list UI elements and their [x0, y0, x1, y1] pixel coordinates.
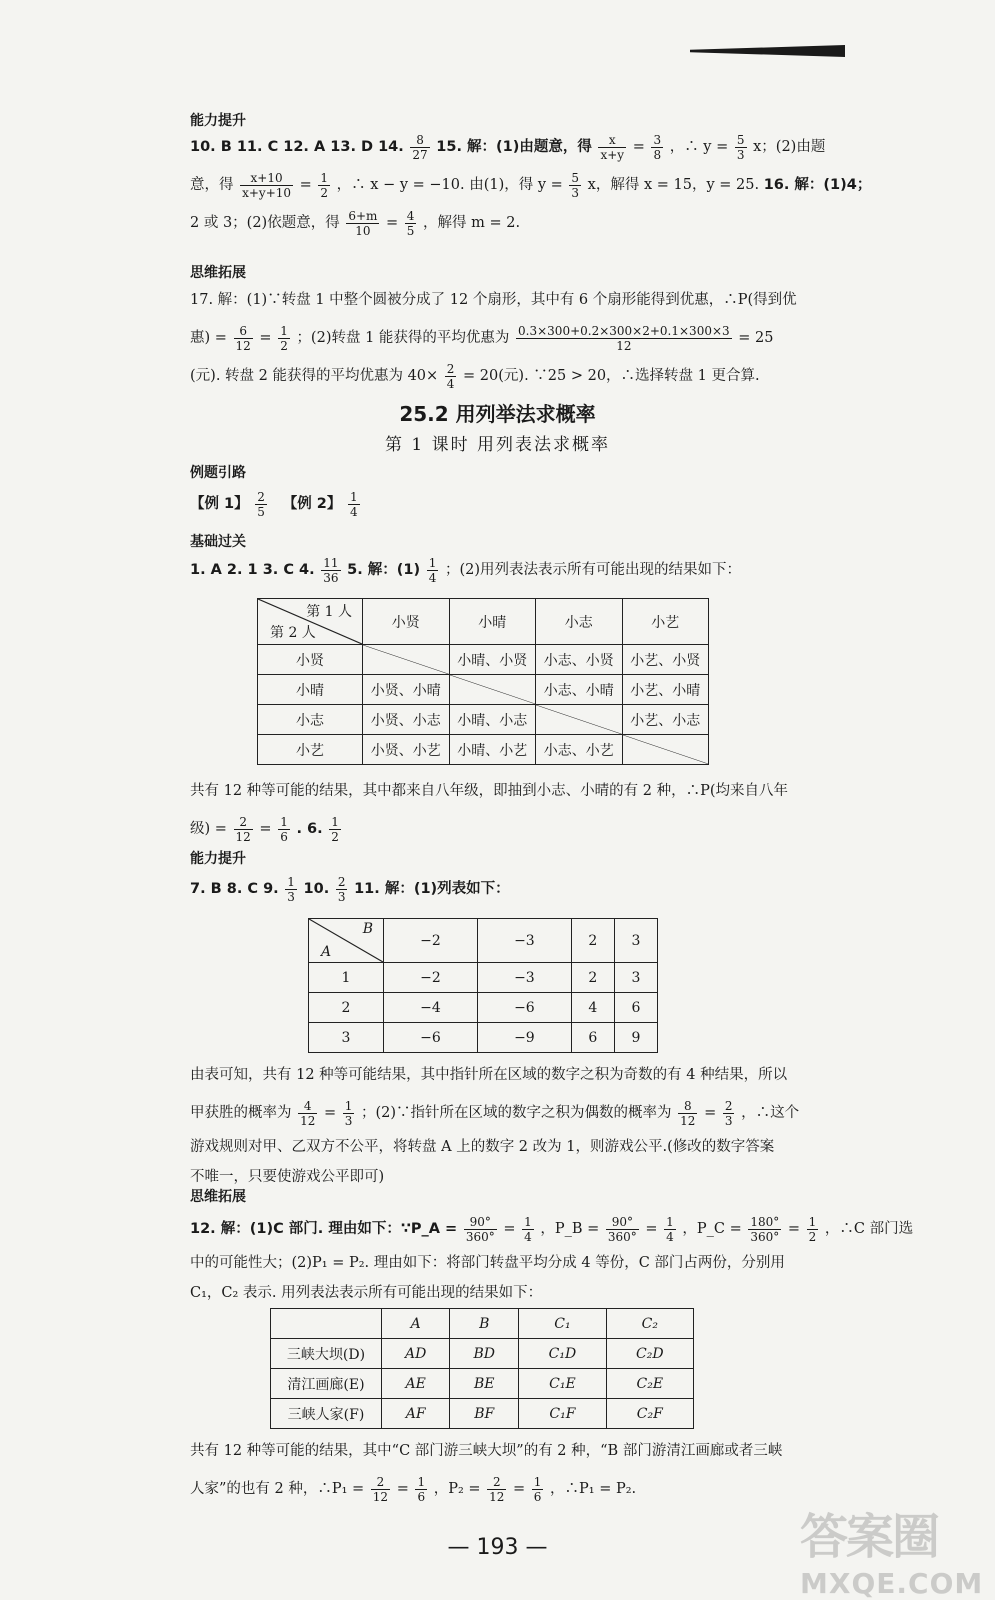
section-heading: 能力提升 — [190, 113, 246, 129]
fraction: $\frac{2}{3}$ — [724, 1098, 733, 1128]
table-corner: B A — [309, 919, 384, 963]
fraction: $\frac{1}{2}$ — [320, 170, 329, 200]
answer-paragraph-5: 共有 12 种等可能的结果，其中都来自八年级，即抽到小志、小晴的有 2 种，∴P(均来自八年 级) = $\frac{2}{12}$ = $\frac{1}{6}$ . 6. $\frac{1}{2}$ — [190, 783, 789, 844]
page-number: — 193 — — [447, 1535, 548, 1560]
fraction: $\frac{1}{6}$ — [417, 1474, 426, 1504]
fraction: $\frac{2}{12}$ — [489, 1474, 505, 1504]
fraction: $\frac{1}{4}$ — [428, 555, 437, 585]
fraction: $\frac{1}{3}$ — [344, 1098, 353, 1128]
fraction: $\frac{1}{4}$ — [524, 1214, 532, 1244]
fraction: $\frac{90^\circ}{360^\circ}$ — [465, 1214, 495, 1244]
table-products: B A −2 −3 2 3 1 −2 −3 2 3 2 −4 −6 4 6 3 −6 −9 6 9 — [308, 918, 658, 1053]
fraction: $\frac{1}{2}$ — [331, 814, 339, 844]
answer-paragraph-9: 共有 12 种等可能的结果，其中“C 部门游三峡大坝”的有 2 种，“B 部门游清江画廊或者三峡 人家”的也有 2 种，∴P₁ = $\frac{2}{12}$ = $\frac{1}{6}$ ，P₂ = $\frac{2}{12}$ = $\frac{1}{6}$ ，∴P₁ = P₂. — [190, 1443, 783, 1504]
section-heading: 基础过关 — [190, 534, 246, 550]
fraction: $\frac{90^\circ}{360^\circ}$ — [607, 1214, 637, 1244]
fraction: $\frac{11}{36}$ — [323, 555, 339, 585]
fraction: $\frac{1}{4}$ — [349, 489, 358, 519]
fraction: $\frac{8}{12}$ — [680, 1098, 696, 1128]
basic-answers: 1. A 2. 1 3. C 4. $\frac{11}{36}$ 5. 解：(1) $\frac{1}{4}$ ；(2)用列表法表示所有可能出现的结果如下： — [190, 555, 742, 585]
section-heading: 能力提升 — [190, 851, 246, 867]
fraction: $\frac{0.3\times 300+0.2\times 300\times 2+0.1\times 300\times 3}{12}$ — [518, 323, 730, 353]
fraction: $\frac{2}{12}$ — [235, 814, 251, 844]
section-heading: 例题引路 — [190, 465, 246, 481]
ability-answers: 7. B 8. C 9. $\frac{1}{3}$ 10. $\frac{2}{3}$ 11. 解：(1)列表如下： — [190, 874, 510, 904]
fraction: $\frac{x+10}{x+y+10}$ — [242, 170, 292, 200]
table-corner: 第 1 人 第 2 人 — [258, 599, 363, 645]
top-decorative-bar — [690, 45, 845, 57]
fraction: $\frac{4}{5}$ — [406, 208, 415, 238]
section-title: 25.2 用列举法求概率 — [399, 402, 596, 426]
fraction: $\frac{1}{3}$ — [287, 874, 295, 904]
fraction: $\frac{2}{5}$ — [257, 489, 265, 519]
fraction: $\frac{8}{27}$ — [412, 132, 428, 162]
table-students: 第 1 人 第 2 人 小贤 小晴 小志 小艺 小贤 小晴、小贤 小志、小贤 小艺、小贤 小晴 小贤、小晴 小志、小晴 小艺、小晴 小志 小贤、小志 小晴、小志 小艺、小志 小艺 小贤、小艺 小晴、小艺 小志、小艺 — [257, 598, 709, 765]
example-answers: 【例 1】 $\frac{2}{5}$ 【例 2】 $\frac{1}{4}$ — [190, 489, 358, 519]
section-heading: 思维拓展 — [190, 1189, 246, 1205]
fraction: $\frac{180^\circ}{360^\circ}$ — [750, 1214, 780, 1244]
fraction: $\frac{2}{12}$ — [372, 1474, 389, 1504]
answer-paragraph-8: 12. 解：(1)C 部门. 理由如下：∵P_A = $\frac{90^\circ}{360^\circ}$ = $\frac{1}{4}$ ，P_B = $\frac{90^\circ}{360^\circ}$ = $\frac{1}{4}$ ，P_C = $\frac{180^\circ}{360^\circ}$ = $\frac{1}{2}$ ，∴C 部门选 中的可能性大；(2)P₁ = P₂. 理由如下：将部门转盘平均分成 4 等份，C 部门占两份，分别用 C₁，C₂ 表示. 用列表法表示所有可能出现的结果如下： — [190, 1214, 914, 1301]
fraction: $\frac{1}{4}$ — [666, 1214, 674, 1244]
fraction: $\frac{5}{3}$ — [571, 170, 580, 200]
fraction: $\frac{2}{4}$ — [446, 361, 455, 391]
fraction: $\frac{2}{3}$ — [337, 874, 346, 904]
lesson-title: 第 1 课时 用列表法求概率 — [384, 435, 611, 455]
fraction: $\frac{x}{x+y}$ — [600, 132, 625, 162]
fraction: $\frac{1}{2}$ — [808, 1214, 817, 1244]
watermark-logo: 答案圈 MXQE.COM — [800, 1509, 984, 1600]
fraction: $\frac{6+m}{10}$ — [348, 208, 378, 238]
fraction: $\frac{1}{2}$ — [280, 323, 288, 353]
section-heading: 思维拓展 — [190, 265, 246, 281]
fraction: $\frac{6}{12}$ — [235, 323, 251, 353]
fraction: $\frac{1}{6}$ — [280, 814, 288, 844]
fraction: $\frac{3}{8}$ — [653, 132, 662, 162]
answer-paragraph-2: 17. 解：(1)∵转盘 1 中整个圆被分成了 12 个扇形，其中有 6 个扇形能得到优惠，∴P(得到优 惠) = $\frac{6}{12}$ = $\frac{1}{2}$ ；(2)转盘 1 能获得的平均优惠为 $\frac{0.3\times 300+0.2\times 300\times 2+0.1\times 300\times 3}{12}$ = 25 (元). 转盘 2 能获得的平均优惠为 40× $\frac{2}{4}$ = 20(元). ∵25 > 20，∴选择转盘 1 更合算. — [190, 292, 797, 391]
answer-paragraph-7: 由表可知，共有 12 种等可能结果，其中指针所在区域的数字之积为奇数的有 4 种结果，所以 甲获胜的概率为 $\frac{4}{12}$ = $\frac{1}{3}$ ；(2)∵指针所在区域的数字之积为偶数的概率为 $\frac{8}{12}$ = $\frac{2}{3}$ ，∴这个 游戏规则对甲、乙双方不公平，将转盘 A 上的数字 2 改为 1，则游戏公平.(修改的数字答案 不唯一，只要使游戏公平即可) — [190, 1067, 800, 1185]
fraction: $\frac{5}{3}$ — [736, 132, 745, 162]
fraction: $\frac{4}{12}$ — [300, 1098, 316, 1128]
table-departments: A B C₁ C₂ 三峡大坝(D) AD BD C₁D C₂D 清江画廊(E) AE BE C₁E C₂E 三峡人家(F) AF BF C₁F C₂F — [270, 1308, 694, 1429]
fraction: $\frac{1}{6}$ — [533, 1474, 542, 1504]
answer-paragraph-1: 10. B 11. C 12. A 13. D 14. $\frac{8}{27}$ 15. 解：(1)由题意，得 $\frac{x}{x+y}$ = $\frac{3}{8}$ ，∴ y = $\frac{5}{3}$ x；(2)由题 意，得 $\frac{x+10}{x+y+10}$ = $\frac{1}{2}$ ，∴ x − y = −10. 由(1)，得 y = $\frac{5}{3}$ x，解得 x = 15，y = 25. 16. 解：(1)4； 2 或 3；(2)依题意，得 $\frac{6+m}{10}$ = $\frac{4}{5}$ ，解得 m = 2. — [190, 132, 872, 238]
